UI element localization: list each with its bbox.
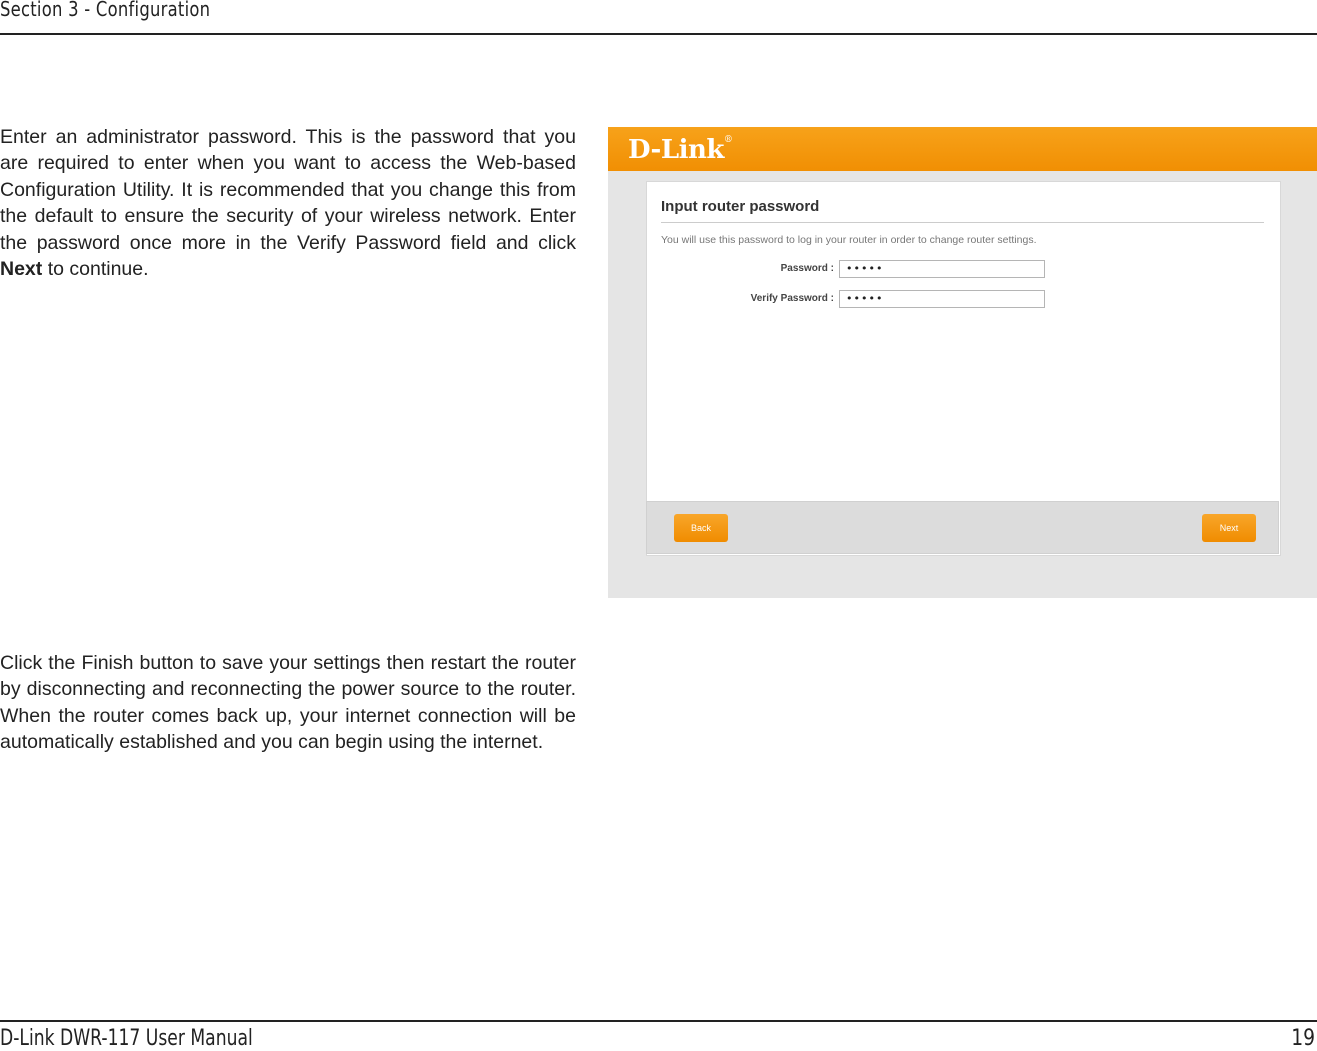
password-field[interactable]: ••••• <box>839 260 1045 278</box>
verify-password-row <box>647 290 1280 310</box>
next-button[interactable]: Next <box>1202 514 1256 542</box>
dlink-logo-text: D-Link <box>628 135 724 165</box>
instruction-paragraph-finish: Click the Finish button to save your settings then restart the router by disconnecting and reconnecting the power source to the router. When the router comes back up, your internet connection will be automatically established and you can begin using the internet. <box>0 652 576 754</box>
registered-mark: ® <box>723 135 733 145</box>
page-number: 19 <box>1291 1026 1315 1051</box>
router-setup-screenshot <box>608 127 1317 598</box>
dlink-header-bar <box>608 127 1317 171</box>
password-row <box>647 260 1280 280</box>
section-title: Section 3 - Configuration <box>0 0 211 21</box>
back-button[interactable]: Back <box>674 514 728 542</box>
instruction-text-end: to continue. <box>42 258 149 281</box>
password-label: Password : <box>780 263 834 274</box>
wizard-description: You will use this password to log in your router in order to change router settings. <box>661 234 1037 246</box>
next-keyword: Next <box>0 258 43 281</box>
verify-password-label: Verify Password : <box>750 293 834 304</box>
dlink-logo <box>628 135 732 165</box>
verify-password-field[interactable]: ••••• <box>839 290 1045 308</box>
wizard-button-bar <box>646 501 1279 554</box>
page-footer <box>0 1020 1317 1049</box>
manual-title: D-Link DWR-117 User Manual <box>0 1026 253 1051</box>
instruction-paragraph-password <box>0 124 576 282</box>
divider <box>661 222 1264 223</box>
wizard-panel <box>646 181 1281 556</box>
wizard-title: Input router password <box>661 198 820 215</box>
section-header <box>0 0 1317 35</box>
instruction-text: Enter an administrator password. This is the password that you are required to enter when you want to access the Web-based Configuration Utility. It is recommended that you change this from the default to ensure the security of your wireless network. Enter the password once more in the Verify Password field and click <box>0 126 576 254</box>
